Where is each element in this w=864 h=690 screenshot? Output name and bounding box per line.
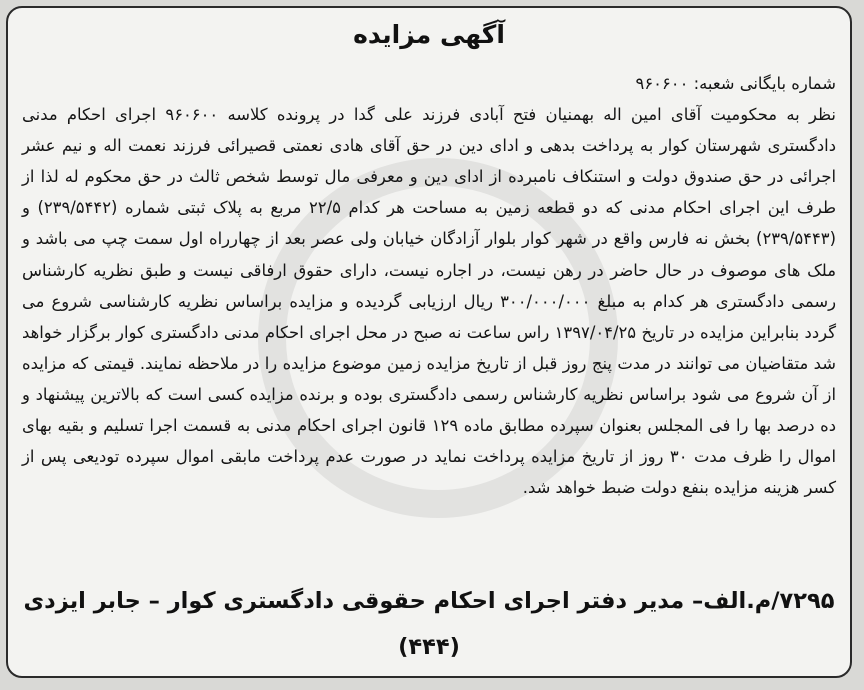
auction-notice (6, 6, 852, 678)
notice-body-text: نظر به محکومیت آقای امین اله بهمنیان فتح آبادی فرزند علی گدا در پرونده کلاسه ۹۶۰۶۰۰ اجرای احکام مدنی دادگستری شهرستان کوار به پرداخت بدهی و ادای دین در حق آقای هادی نعمتی قصیرائی فرزند نعمت اله و نیم عشر اجرائی در حق صندوق دولت و استنکاف نامبرده از ادای دین و معرفی مال توسط شخص ثالث در حق محکوم له لذا از طرف این اجرای احکام مدنی که دو قطعه زمین به مساحت هر کدام ۲۲/۵ مربع به پلاک ثبتی شماره (۲۳۹/۵۴۴۲) و (۲۳۹/۵۴۴۳) بخش نه فارس واقع در شهر کوار بلوار آزادگان خیابان ولی عصر بعد از چهارراه اول سمت چپ می باشد و ملک های موصوف در حال حاضر در رهن نیست، در اجاره نیست، دارای حقوق ارفاقی نیست و طبق نظریه کارشناس رسمی دادگستری هر کدام به مبلغ ۳۰۰/۰۰۰/۰۰۰ ریال ارزیابی گردیده و مزایده براساس نظریه کارشناسی شروع می گردد بنابراین مزایده در تاریخ ۱۳۹۷/۰۴/۲۵ راس ساعت نه صبح در محل اجرای احکام مدنی دادگستری کوار برگزار خواهد شد متقاضیان می توانند در مدت پنج روز قبل از تاریخ مزایده زمین موضوع مزایده را در ملاحظه نمایند. قیمتی که مزایده از آن شروع می شود براساس نظریه کارشناس رسمی دادگستری بوده و برنده مزایده کسی است که بالاترین پیشنهاد و ده درصد بها را فی المجلس بعنوان سپرده مطابق ماده ۱۲۹ قانون اجرای احکام مدنی به قسمت اجرا تسلیم و بقیه بهای اموال را ظرف مدت ۳۰ روز از تاریخ مزایده پرداخت نماید در صورت عدم پرداخت مابقی اموال سپرده تودیعی پس از کسر هزینه مزایده بنفع دولت ضبط خواهد شد. (22, 105, 837, 498)
archive-number: شماره بایگانی شعبه: ۹۶۰۶۰۰ (635, 74, 836, 93)
notice-title: آگهی مزایده (353, 20, 505, 49)
notice-body (22, 68, 836, 503)
notice-signature: ۷۲۹۵/م.الف– مدیر دفتر اجرای احکام حقوقی دادگستری کوار – جابر ایزدی (۴۴۴) (23, 588, 835, 660)
